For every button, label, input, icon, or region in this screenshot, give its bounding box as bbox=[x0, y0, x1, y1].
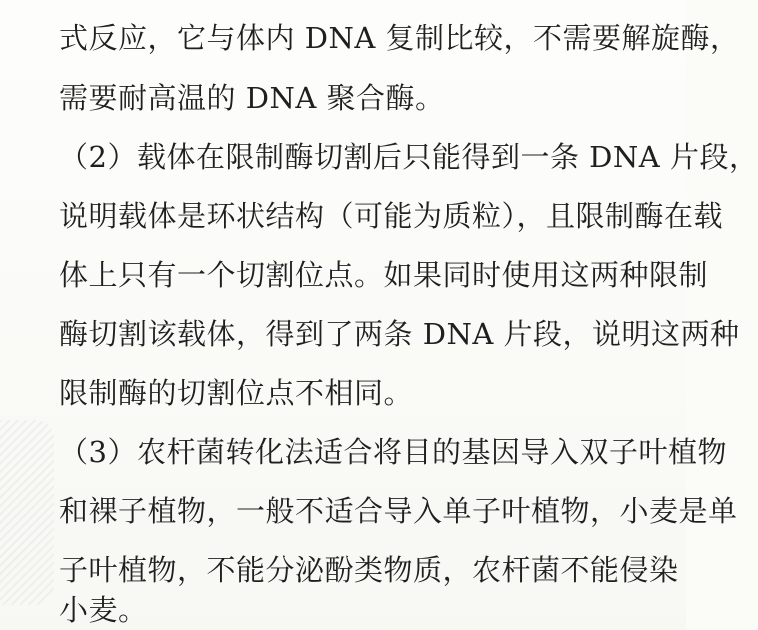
text-line-9: 和裸子植物，一般不适合导入单子叶植物，小麦是单 bbox=[59, 494, 738, 528]
text-line-7: 限制酶的切割位点不相同。 bbox=[59, 376, 414, 410]
text-line-4: 说明载体是环状结构（可能为质粒），且限制酶在载 bbox=[59, 199, 724, 233]
text-line-8: （3）农杆菌转化法适合将目的基因导入双子叶植物 bbox=[59, 435, 727, 469]
text-line-2: 需要耐高温的 DNA 聚合酶。 bbox=[59, 81, 445, 115]
text-line-11: 小麦。 bbox=[59, 593, 148, 627]
text-line-10: 子叶植物，不能分泌酚类物质，农杆菌不能侵染 bbox=[59, 553, 679, 587]
text-line-5: 体上只有一个切割位点。如果同时使用这两种限制 bbox=[59, 258, 709, 292]
text-line-1: 式反应，它与体内 DNA 复制比较，不需要解旋酶， bbox=[59, 21, 740, 55]
text-line-3: （2）载体在限制酶切割后只能得到一条 DNA 片段， bbox=[59, 140, 758, 174]
text-line-6: 酶切割该载体，得到了两条 DNA 片段，说明这两种 bbox=[59, 317, 740, 351]
